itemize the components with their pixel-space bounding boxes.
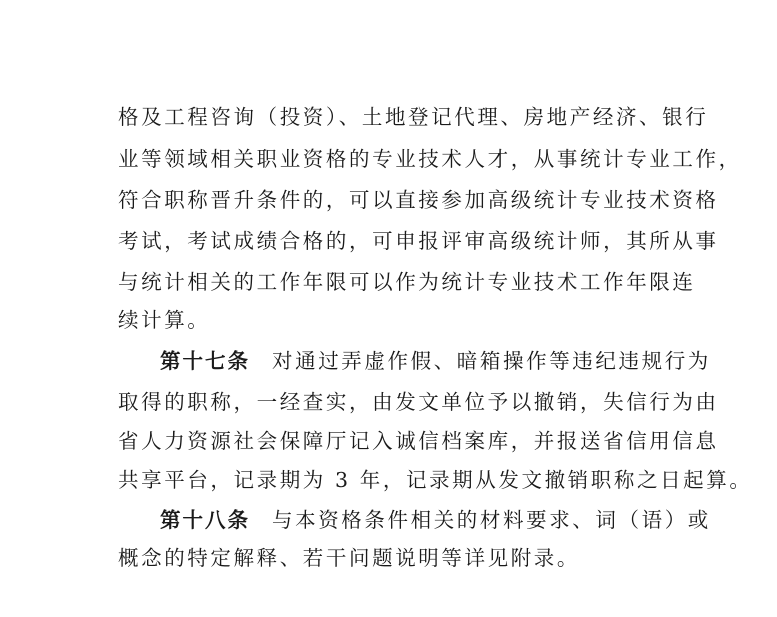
article-17-line-3: 省人力资源社会保障厅记入诚信档案库，并报送省信用信息 [118, 429, 719, 453]
article-17-line-2: 取得的职称，一经查实，由发文单位予以撤销，失信行为由 [118, 390, 719, 414]
article-17-first-line [160, 348, 711, 374]
article-17-text: 对通过弄虚作假、暗箱操作等违纪违规行为 [272, 349, 711, 373]
article-18-number: 第十八条 [160, 508, 250, 532]
paragraph-1-line-5: 与统计相关的工作年限可以作为统计专业技术工作年限连 [118, 270, 696, 294]
paragraph-1-line-1: 格及工程咨询（投资）、土地登记代理、房地产经济、银行 [118, 105, 709, 129]
paragraph-1-line-3: 符合职称晋升条件的，可以直接参加高级统计专业技术资格 [118, 188, 719, 212]
article-18-line-2: 概念的特定解释、若干问题说明等详见附录。 [118, 546, 580, 570]
article-17-number: 第十七条 [160, 349, 250, 373]
article-18-text: 与本资格条件相关的材料要求、词（语）或 [272, 508, 711, 532]
paragraph-1-line-2: 业等领域相关职业资格的专业技术人才，从事统计专业工作， [118, 147, 742, 171]
paragraph-1-line-6: 续计算。 [118, 308, 211, 332]
article-17-line-4: 共享平台，记录期为 3 年，记录期从发文撤销职称之日起算。 [118, 468, 753, 492]
paragraph-1-line-4: 考试，考试成绩合格的，可申报评审高级统计师，其所从事 [118, 229, 719, 253]
article-18-first-line [160, 507, 711, 533]
